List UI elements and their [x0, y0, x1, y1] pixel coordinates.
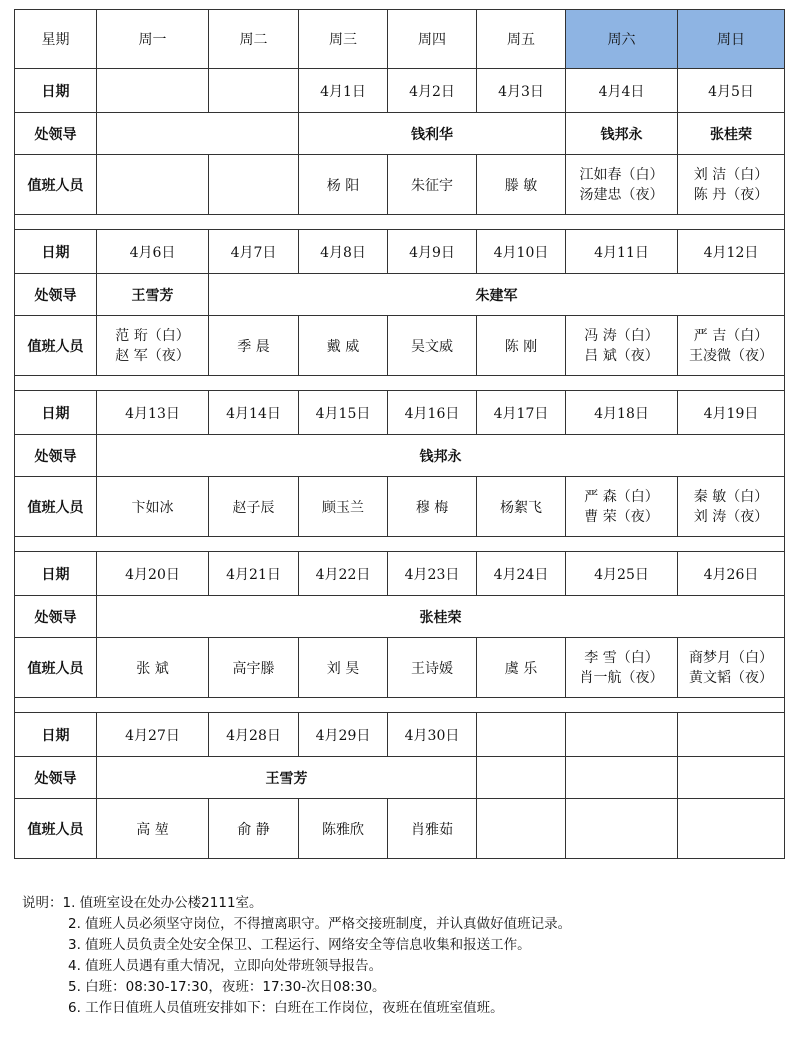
staff-cell: 张 斌: [97, 638, 209, 698]
separator-cell: [15, 698, 785, 713]
staff-cell: 杨絮飞: [477, 477, 566, 537]
row-label-staff: 值班人员: [15, 477, 97, 537]
staff-cell: 穆 梅: [388, 477, 477, 537]
staff-cell: [566, 799, 678, 859]
staff-cell: 赵子辰: [209, 477, 299, 537]
staff-cell-shifts: [566, 155, 678, 215]
row-label-leader: 处领导: [15, 113, 97, 155]
date-cell: [678, 713, 785, 757]
day-shift-name: 商梦月（白）: [689, 649, 773, 666]
day-shift-name: 严 森（白）: [584, 488, 659, 505]
date-cell: [566, 713, 678, 757]
note-line: [22, 914, 792, 935]
leader-row: [15, 757, 785, 799]
date-row: [15, 391, 785, 435]
date-row: [15, 552, 785, 596]
date-cell: 4月29日: [299, 713, 388, 757]
date-cell: 4月23日: [388, 552, 477, 596]
note-item: 4. 值班人员遇有重大情况，立即向处带班领导报告。: [68, 958, 383, 974]
row-label-date: 日期: [15, 713, 97, 757]
separator-cell: [15, 376, 785, 391]
row-label-leader: 处领导: [15, 596, 97, 638]
note-item: 6. 工作日值班人员值班安排如下：白班在工作岗位，夜班在值班室值班。: [68, 1000, 504, 1016]
staff-row: [15, 799, 785, 859]
date-cell: 4月26日: [678, 552, 785, 596]
staff-cell-shifts: [678, 638, 785, 698]
staff-cell: 王诗媛: [388, 638, 477, 698]
leader-row: [15, 113, 785, 155]
row-label-date: 日期: [15, 552, 97, 596]
staff-cell-shifts: [566, 477, 678, 537]
note-item: 2. 值班人员必须坚守岗位，不得擅离职守。严格交接班制度，并认真做好值班记录。: [68, 916, 572, 932]
staff-cell: 虞 乐: [477, 638, 566, 698]
date-cell: 4月20日: [97, 552, 209, 596]
date-cell: 4月22日: [299, 552, 388, 596]
date-cell: 4月21日: [209, 552, 299, 596]
staff-row: [15, 477, 785, 537]
staff-cell: 刘 昊: [299, 638, 388, 698]
row-label-leader: 处领导: [15, 274, 97, 316]
night-shift-name: 王凌微（夜）: [689, 347, 773, 364]
note-line: [22, 956, 792, 977]
date-cell: 4月11日: [566, 230, 678, 274]
separator-cell: [15, 537, 785, 552]
note-line: [22, 935, 792, 956]
header-tue: 周二: [209, 10, 299, 69]
date-cell: 4月8日: [299, 230, 388, 274]
staff-cell-shifts: [678, 477, 785, 537]
date-cell: 4月12日: [678, 230, 785, 274]
staff-row: [15, 155, 785, 215]
day-shift-name: 李 雪（白）: [584, 649, 659, 666]
date-cell: 4月16日: [388, 391, 477, 435]
staff-cell: 顾玉兰: [299, 477, 388, 537]
date-cell: 4月3日: [477, 69, 566, 113]
duty-schedule-table: [14, 9, 785, 859]
day-shift-name: 秦 敏（白）: [693, 488, 769, 505]
row-label-date: 日期: [15, 230, 97, 274]
row-label-leader: 处领导: [15, 435, 97, 477]
header-wed: 周三: [299, 10, 388, 69]
night-shift-name: 肖一航（夜）: [579, 669, 664, 686]
staff-cell-shifts: [678, 316, 785, 376]
date-cell: 4月10日: [477, 230, 566, 274]
leader-cell: 王雪芳: [97, 274, 209, 316]
header-fri: 周五: [477, 10, 566, 69]
leader-cell-empty: [678, 757, 785, 799]
staff-cell: 肖雅茹: [388, 799, 477, 859]
date-cell: 4月2日: [388, 69, 477, 113]
date-row: [15, 713, 785, 757]
night-shift-name: 曹 荣（夜）: [584, 508, 659, 525]
staff-cell: [477, 799, 566, 859]
day-shift-name: 范 珩（白）: [115, 327, 190, 344]
date-cell: 4月27日: [97, 713, 209, 757]
note-item: 3. 值班人员负责全处安全保卫、工程运行、网络安全等信息收集和报送工作。: [68, 937, 531, 953]
night-shift-name: 吕 斌（夜）: [584, 347, 659, 364]
staff-cell: 滕 敏: [477, 155, 566, 215]
row-label-staff: 值班人员: [15, 638, 97, 698]
date-cell: 4月1日: [299, 69, 388, 113]
day-shift-name: 江如春（白）: [579, 166, 664, 183]
header-label: 星期: [15, 10, 97, 69]
night-shift-name: 陈 丹（夜）: [693, 186, 769, 203]
leader-cell: 钱邦永: [566, 113, 678, 155]
night-shift-name: 汤建忠（夜）: [579, 186, 664, 203]
leader-cell-empty: [477, 757, 566, 799]
date-cell: 4月7日: [209, 230, 299, 274]
leader-cell: 钱利华: [299, 113, 566, 155]
date-cell: 4月6日: [97, 230, 209, 274]
leader-cell-empty: [566, 757, 678, 799]
staff-cell: 高宇滕: [209, 638, 299, 698]
date-cell: 4月18日: [566, 391, 678, 435]
leader-cell: 朱建军: [209, 274, 785, 316]
staff-cell-shifts: [566, 316, 678, 376]
staff-cell: 朱征宇: [388, 155, 477, 215]
header-thu: 周四: [388, 10, 477, 69]
staff-cell: 高 堃: [97, 799, 209, 859]
leader-row: [15, 274, 785, 316]
note-line: [22, 893, 792, 914]
notes-prefix: 说明：: [22, 895, 63, 911]
date-cell: 4月13日: [97, 391, 209, 435]
note-item: 1. 值班室设在处办公楼2111室。: [62, 895, 263, 911]
weekday-header-row: [15, 10, 785, 69]
week-separator: [15, 537, 785, 552]
staff-cell: 俞 静: [209, 799, 299, 859]
date-row: [15, 69, 785, 113]
staff-cell: 吴文威: [388, 316, 477, 376]
staff-cell: [97, 155, 209, 215]
row-label-date: 日期: [15, 69, 97, 113]
date-cell: 4月14日: [209, 391, 299, 435]
note-line: [22, 998, 792, 1019]
row-label-staff: 值班人员: [15, 799, 97, 859]
staff-cell-shifts: [678, 155, 785, 215]
note-line: [22, 977, 792, 998]
date-cell: 4月4日: [566, 69, 678, 113]
date-cell: 4月24日: [477, 552, 566, 596]
date-cell: 4月28日: [209, 713, 299, 757]
night-shift-name: 赵 军（夜）: [115, 347, 190, 364]
date-cell: 4月15日: [299, 391, 388, 435]
header-sun: 周日: [678, 10, 785, 69]
leader-cell: 王雪芳: [97, 757, 477, 799]
staff-row: [15, 638, 785, 698]
week-separator: [15, 698, 785, 713]
date-cell: 4月5日: [678, 69, 785, 113]
staff-cell: 杨 阳: [299, 155, 388, 215]
staff-cell: 卞如冰: [97, 477, 209, 537]
leader-row: [15, 435, 785, 477]
row-label-staff: 值班人员: [15, 316, 97, 376]
staff-cell: [209, 155, 299, 215]
staff-cell: 陈 刚: [477, 316, 566, 376]
row-label-date: 日期: [15, 391, 97, 435]
header-mon: 周一: [97, 10, 209, 69]
date-row: [15, 230, 785, 274]
leader-cell: 张桂荣: [97, 596, 785, 638]
leader-cell-empty: [97, 113, 299, 155]
date-cell: 4月17日: [477, 391, 566, 435]
note-item: 5. 白班：08:30-17:30，夜班：17:30-次日08:30。: [68, 979, 386, 995]
night-shift-name: 刘 涛（夜）: [693, 508, 769, 525]
staff-row: [15, 316, 785, 376]
notes-section: [22, 893, 792, 1019]
date-cell: 4月30日: [388, 713, 477, 757]
date-cell: [97, 69, 209, 113]
row-label-staff: 值班人员: [15, 155, 97, 215]
leader-cell: 钱邦永: [97, 435, 785, 477]
staff-cell: 陈雅欣: [299, 799, 388, 859]
day-shift-name: 严 吉（白）: [693, 327, 769, 344]
staff-cell-shifts: [97, 316, 209, 376]
leader-cell: 张桂荣: [678, 113, 785, 155]
staff-cell: 季 晨: [209, 316, 299, 376]
date-cell: 4月25日: [566, 552, 678, 596]
staff-cell: [678, 799, 785, 859]
row-label-leader: 处领导: [15, 757, 97, 799]
week-separator: [15, 215, 785, 230]
night-shift-name: 黄文韬（夜）: [689, 669, 773, 686]
week-separator: [15, 376, 785, 391]
date-cell: [477, 713, 566, 757]
staff-cell-shifts: [566, 638, 678, 698]
date-cell: 4月9日: [388, 230, 477, 274]
day-shift-name: 刘 洁（白）: [693, 166, 769, 183]
date-cell: 4月19日: [678, 391, 785, 435]
day-shift-name: 冯 涛（白）: [584, 327, 659, 344]
separator-cell: [15, 215, 785, 230]
date-cell: [209, 69, 299, 113]
leader-row: [15, 596, 785, 638]
staff-cell: 戴 威: [299, 316, 388, 376]
header-sat: 周六: [566, 10, 678, 69]
